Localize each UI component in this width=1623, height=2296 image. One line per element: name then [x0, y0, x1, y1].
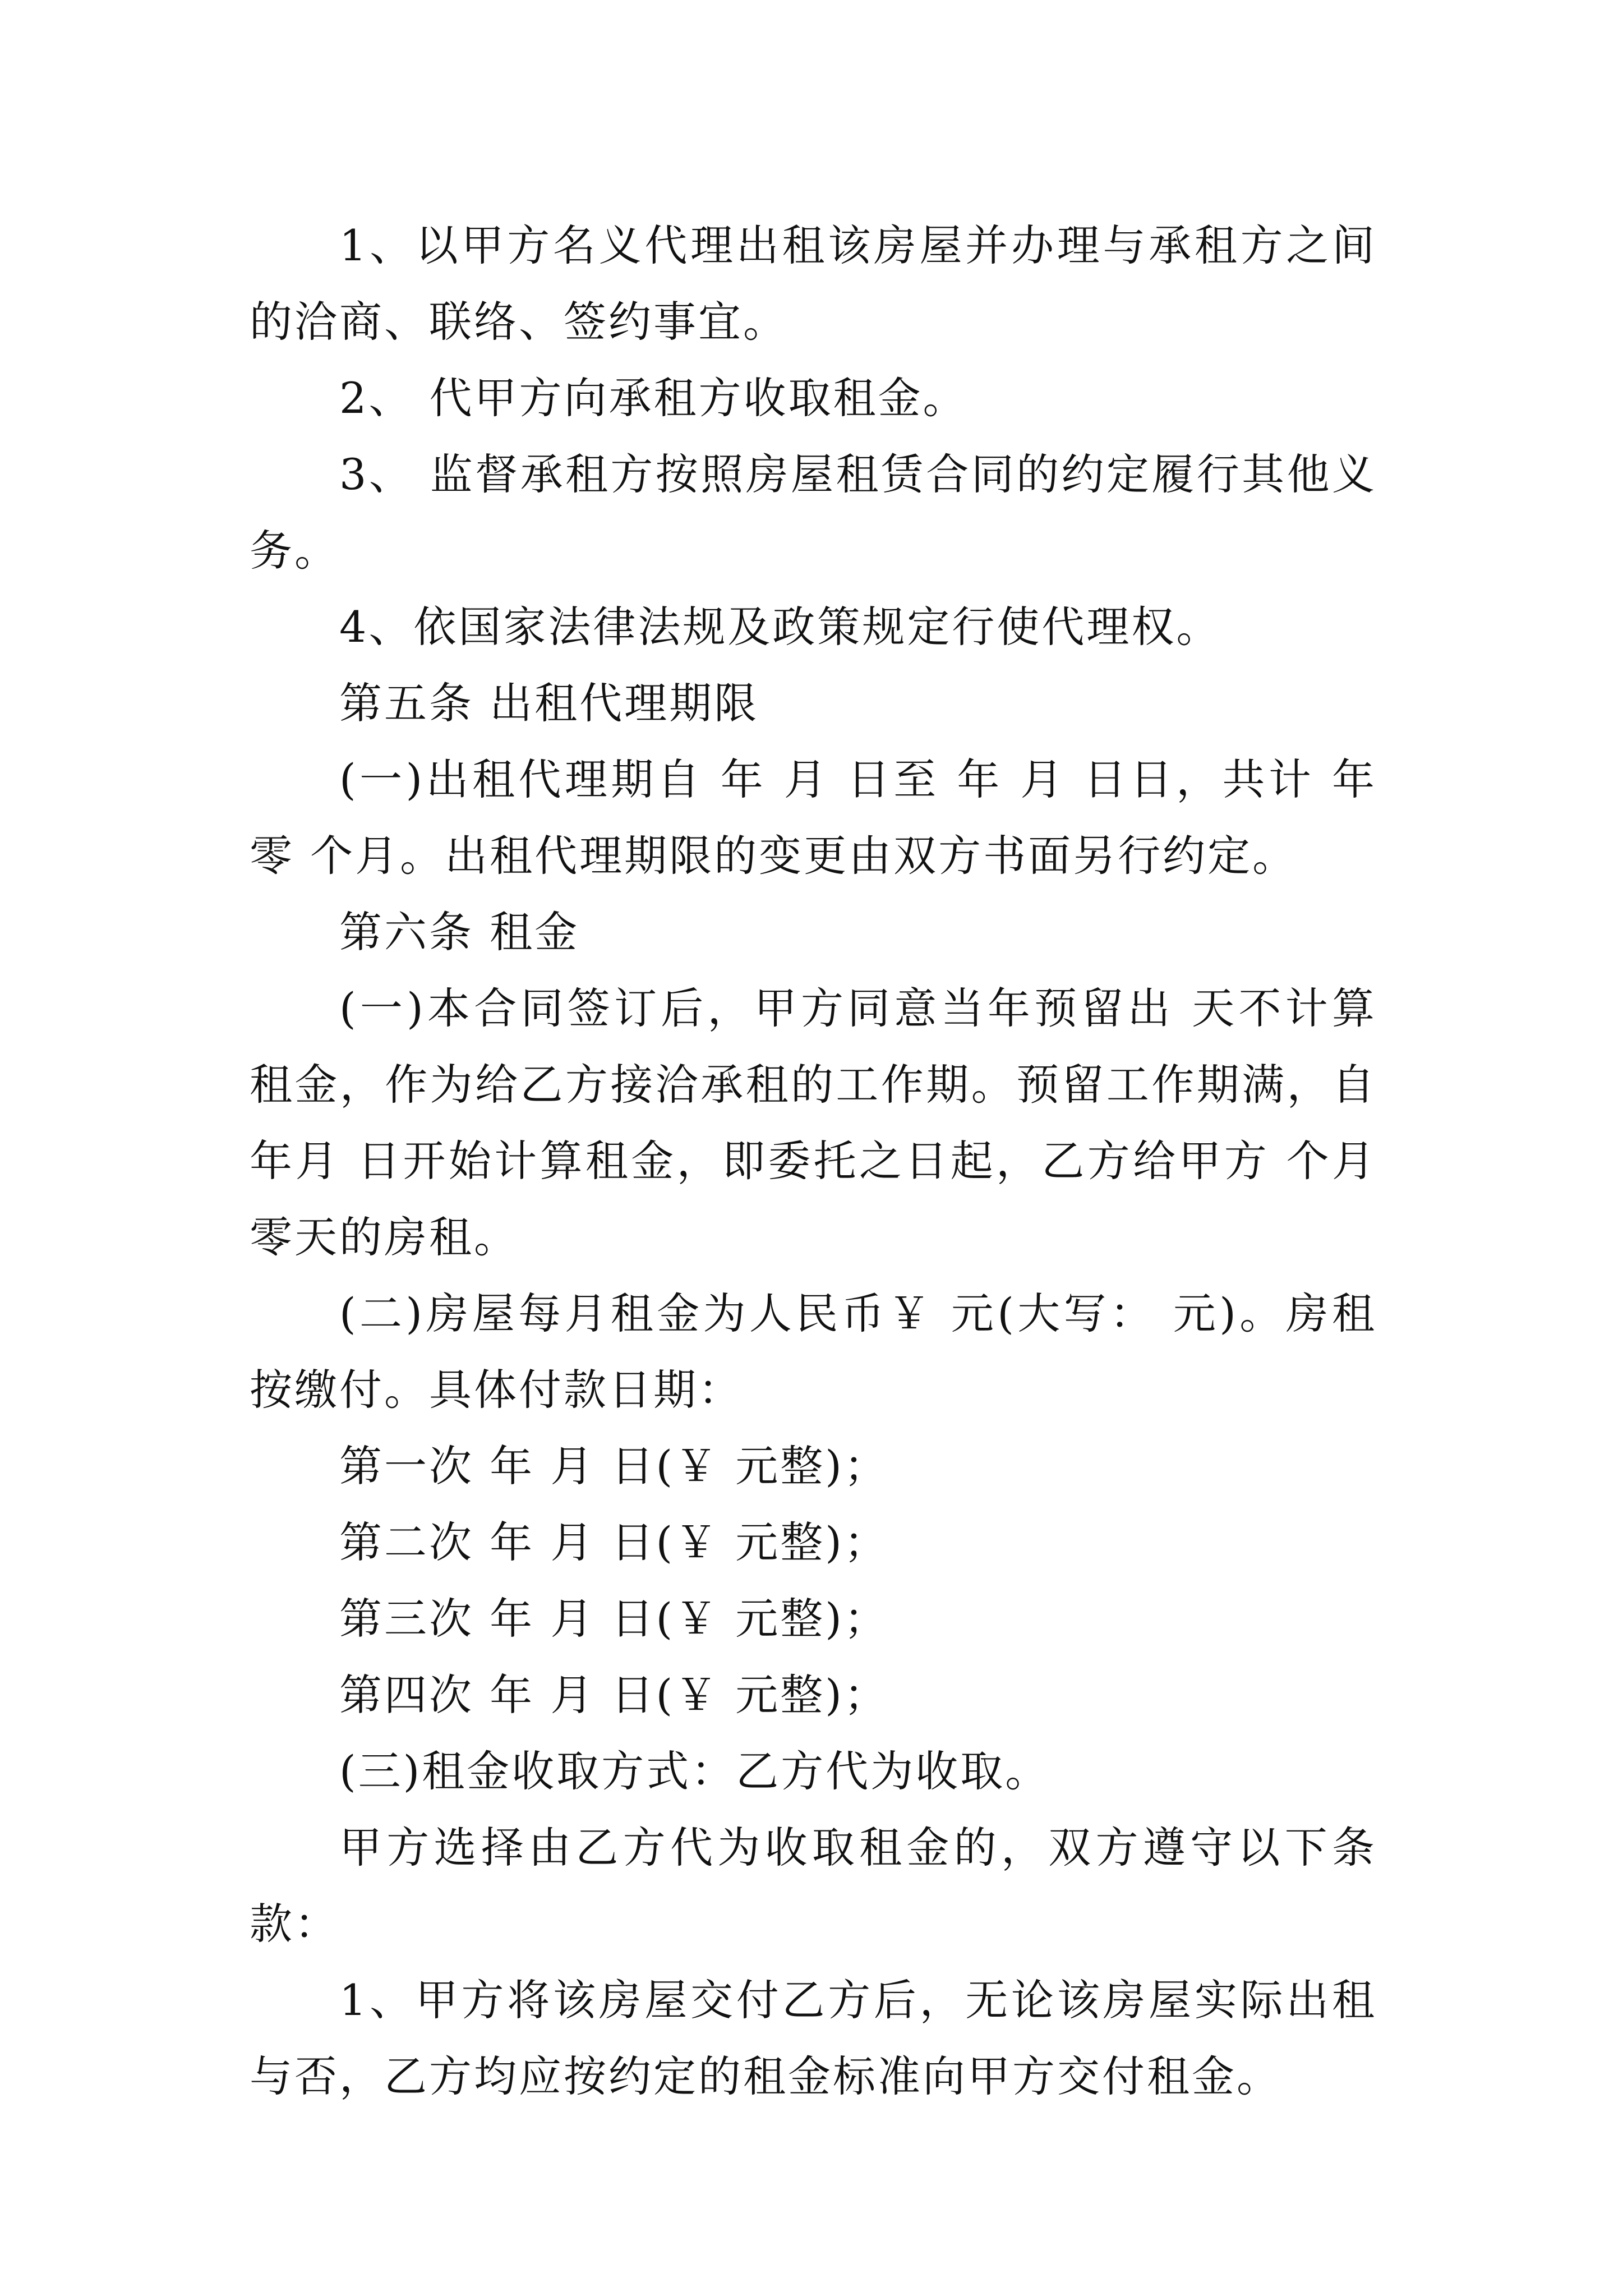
article-5-heading: 第五条 出租代理期限	[339, 678, 759, 728]
paragraph-agent-duty-1: 1、以甲方名义代理出租该房屋并办理与承租方之间的洽商、联络、签约事宜。	[250, 220, 1377, 347]
contract-text	[250, 208, 1393, 2115]
paragraph-monthly-rent: (二)房屋每月租金为人民币￥ 元(大写： 元)。房租按缴付。具体付款日期：	[250, 1289, 1377, 1415]
payment-line-2: 第二次 年 月 日(￥ 元整)；	[339, 1517, 889, 1567]
paragraph-collection-method: (三)租金收取方式：乙方代为收取。	[339, 1746, 1050, 1796]
payment-line-3: 第三次 年 月 日(￥ 元整)；	[339, 1594, 889, 1644]
paragraph-agent-duty-3: 3、 监督承租方按照房屋租赁合同的约定履行其他义务。	[250, 449, 1377, 576]
paragraph-agency-period: (一)出租代理期自 年 月 日至 年 月 日日，共计 年零 个月。出租代理期限的变更由双方书面另行约定。	[250, 754, 1377, 881]
payment-line-1: 第一次 年 月 日(￥ 元整)；	[339, 1441, 889, 1491]
paragraph-rent-reserve: (一)本合同签订后，甲方同意当年预留出 天不计算租金，作为给乙方接洽承租的工作期。预留工作期满，自 年月 日开始计算租金，即委托之日起，乙方给甲方 个月零天的房租。	[250, 983, 1393, 1262]
article-6-heading: 第六条 租金	[339, 907, 580, 957]
paragraph-collection-terms: 甲方选择由乙方代为收取租金的，双方遵守以下条款：	[250, 1823, 1377, 1949]
payment-line-4: 第四次 年 月 日(￥ 元整)；	[339, 1670, 889, 1720]
paragraph-agent-duty-2: 2、 代甲方向承租方收取租金。	[339, 373, 968, 423]
paragraph-agent-duty-4: 4、依国家法律法规及政策规定行使代理权。	[339, 602, 1221, 652]
paragraph-term-1: 1、甲方将该房屋交付乙方后，无论该房屋实际出租与否，乙方均应按约定的租金标准向甲方交付租金。	[250, 1975, 1377, 2101]
